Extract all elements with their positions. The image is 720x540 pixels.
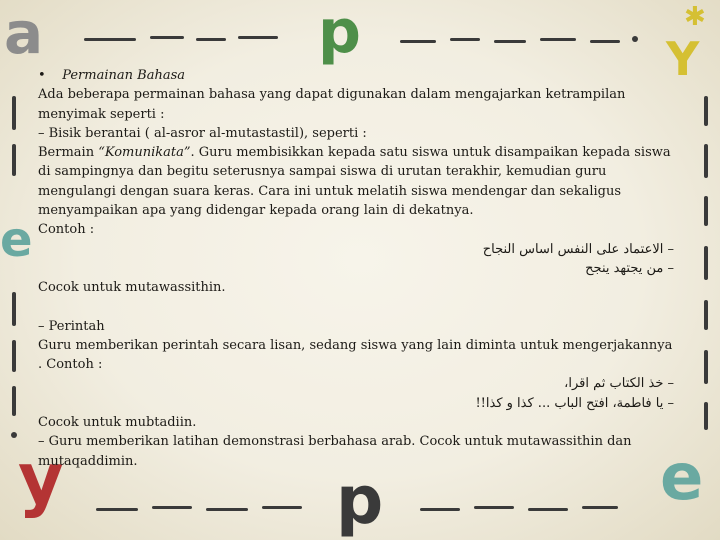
arabic-example: – خذ الكتاب ثم اقرا، [564, 376, 674, 392]
intro-line: Ada beberapa permainan bahasa yang dapat digunakan dalam mengajarkan ketrampilan [38, 87, 626, 103]
item-term: “Komunikata” [98, 145, 191, 161]
border-dash-left [12, 386, 16, 416]
item-prefix: Bermain [38, 145, 99, 161]
item-line [38, 143, 674, 162]
border-dash-bottom [152, 506, 192, 509]
border-dash-top [238, 36, 278, 39]
example-label: Contoh : [38, 222, 95, 238]
border-dash-right [704, 144, 708, 178]
border-dash-top [196, 38, 226, 41]
border-dash-bottom [582, 506, 618, 509]
border-dash-top [84, 38, 136, 41]
document-body [38, 66, 674, 471]
border-dash-bottom [262, 506, 302, 509]
border-dash-right [704, 300, 708, 330]
border-dot [632, 36, 638, 42]
border-dash-bottom [474, 506, 514, 509]
item-title: – Bisik berantai ( al-asror al-mutastastil), seperti : [38, 125, 367, 141]
border-dash-bottom [206, 508, 248, 511]
border-dash-bottom [420, 508, 460, 511]
border-dash-right [704, 350, 708, 384]
border-dot [11, 432, 17, 438]
border-dash-left [12, 292, 16, 326]
border-dash-bottom [96, 508, 138, 511]
border-dash-top [590, 40, 620, 43]
border-dash-left [12, 340, 16, 372]
item-line: Guru memberikan perintah secara lisan, sedang siswa yang lain diminta untuk mengerjakannya [38, 337, 673, 353]
arabic-example: – يا فاطمة، افتح الباب ... كذا و كذا!! [475, 395, 674, 411]
item-line: – Guru memberikan latihan demonstrasi berbahasa arab. Cocok untuk mutawassithin dan [38, 434, 632, 450]
heading-text: Permainan Bahasa [62, 68, 185, 83]
border-dash-top [494, 40, 526, 43]
letter-a-decoration: a [4, 0, 44, 67]
level-note: Cocok untuk mubtadiin. [38, 415, 197, 431]
border-dash-right [704, 246, 708, 280]
item-line: mutaqaddimin. [38, 453, 138, 469]
border-dash-right [704, 96, 708, 126]
letter-e-decoration: e [0, 212, 33, 268]
item-title: – Perintah [38, 318, 105, 334]
letter-p-decoration: p [336, 462, 384, 539]
border-dash-right [704, 402, 708, 430]
star-icon: ✱ [684, 2, 706, 32]
border-dash-top [400, 40, 436, 43]
item-line: mengulangi dengan suara keras. Cara ini untuk melatih siswa mendengar dan sekaligus [38, 183, 622, 199]
spacer [38, 298, 674, 317]
section-heading [38, 66, 674, 85]
border-dash-left [12, 144, 16, 176]
level-note: Cocok untuk mutawassithin. [38, 280, 226, 296]
intro-line: menyimak seperti : [38, 106, 165, 122]
item-rest: . Guru membisikkan kepada satu siswa untuk disampaikan kepada siswa [190, 145, 671, 161]
item-line: di sampingnya dan begitu seterusnya sampai siswa di urutan terakhir, kemudian guru [38, 164, 607, 180]
letter-Y-decoration: Y [666, 32, 700, 86]
border-dash-left [12, 96, 16, 130]
border-dash-top [540, 38, 576, 41]
border-dash-bottom [528, 508, 568, 511]
letter-e-decoration: e [660, 441, 704, 515]
letter-p-decoration: p [318, 0, 361, 67]
arabic-example: – الاعتماد على النفس اساس النجاح [482, 241, 674, 257]
example-label: . Contoh : [38, 357, 103, 373]
border-dash-top [450, 38, 480, 41]
bullet-icon: • [38, 68, 46, 83]
item-line: menyampaikan apa yang didengar kepada orang lain di dekatnya. [38, 203, 474, 219]
border-dash-right [704, 196, 708, 226]
arabic-example: – من يجتهد ينجح [585, 260, 674, 276]
letter-y-decoration: y [18, 438, 64, 520]
border-dash-top [150, 36, 184, 39]
